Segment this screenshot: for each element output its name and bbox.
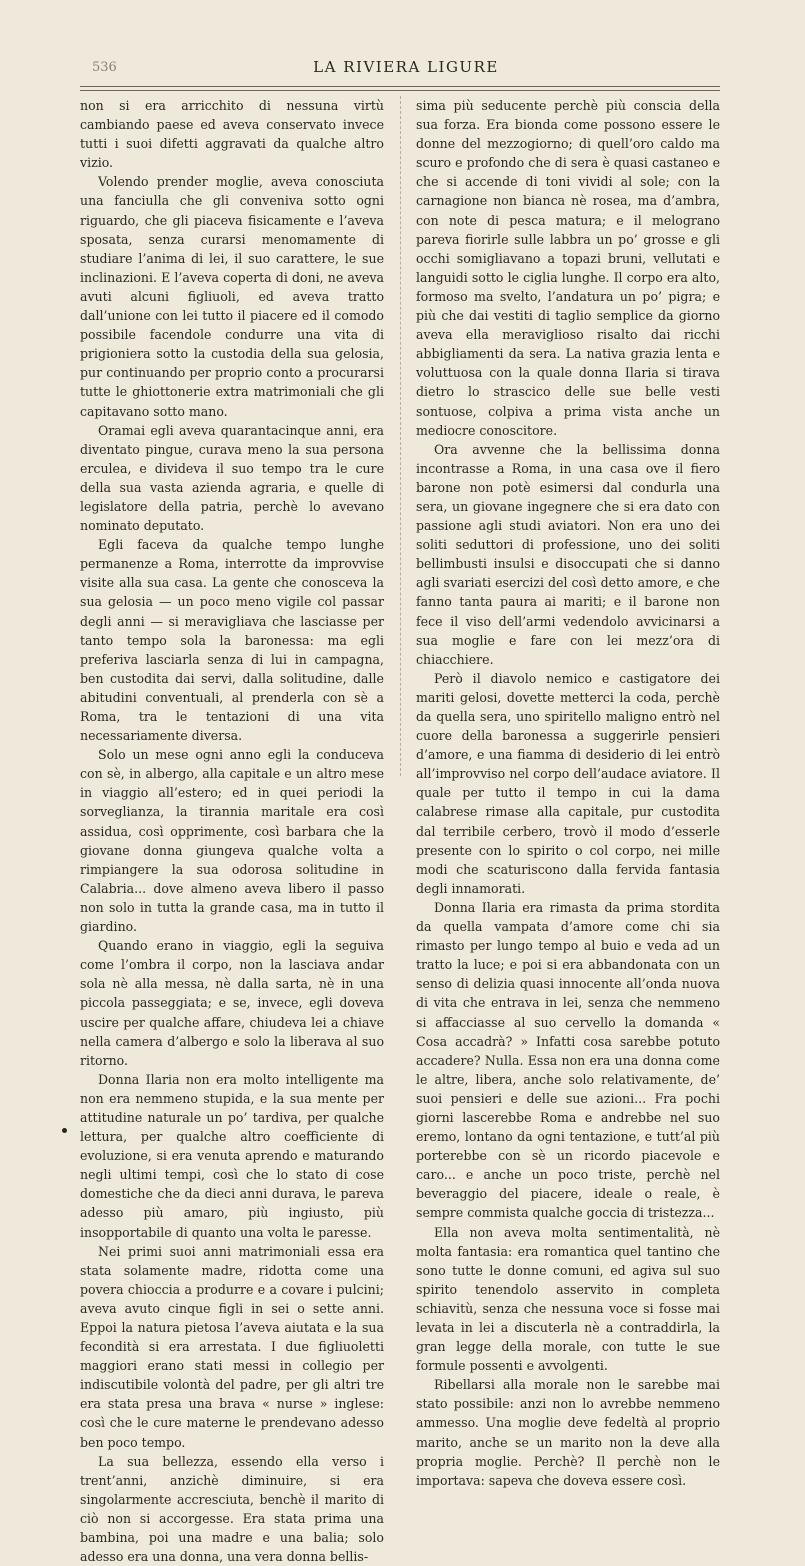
paragraph: Nei primi suoi anni matrimoniali essa era stata solamente madre, ridotta come una povera chioccia a produrre e a covare i pulcini; aveva avuto cinque figli in sei o sette anni. Eppoi la natura pietosa l’aveva aiutata e la sua fecondità si era arrestata. I due figliuoletti maggiori erano stati messi in collegio per indiscutibile volontà del padre, per gli altri tre era stata presa una brava « nurse » inglese: così che le cure materne le prendevano adesso ben poco tempo. bbox=[80, 1243, 384, 1450]
left-column bbox=[80, 96, 384, 1566]
paragraph: Donna Ilaria era rimasta da prima stordita da quella vampata d’amore come chi sia rimasto per lungo tempo al buio e veda ad un tratto la luce; e poi si era abbandonata con un senso di delizia quasi innocente all’onda nuova di vita che entrava in lei, senza che nemmeno si affacciasse al suo cervello la domanda « Cosa accadrà? » Infatti cosa sarebbe potuto accadere? Nulla. Essa non era una donna come le altre, libera, anche solo relativamente, de’ suoi pensieri e delle sue azioni... Fra pochi giorni lascerebbe Roma e andrebbe nel suo eremo, lontano da ogni tentazione, e tutt’al più porterebbe con sè un ricordo piacevole e caro... e anche un poco triste, perchè nel beveraggio del piacere, ideale o reale, è sempre commista qualche goccia di tristezza... bbox=[416, 899, 720, 1221]
paragraph: Volendo prender moglie, aveva conosciuta una fanciulla che gli conveniva sotto ogni riguardo, che gli piaceva fisicamente e l’aveva sposata, senza curarsi menomamente di studiare l’anima di lei, il suo carattere, le sue inclinazioni. E l’aveva coperta di doni, ne aveva avuti alcuni figliuoli, ed aveva tratto dall’unione con lei tutto il piacere ed il comodo possibile facendole condurre una vita di prigioniera sotto la custodia della sua gelosia, pur continuando per proprio conto a procurarsi tutte le ghiottonerie extra matrimoniali che gli capitavano sotto mano. bbox=[80, 174, 384, 419]
paragraph: Ribellarsi alla morale non le sarebbe mai stato possibile: anzi non lo avrebbe nemmeno ammesso. Una moglie deve fedeltà al proprio marito, anche se un marito non la deve alla propria moglie. Perchè? Il perchè non le importava: sapeva che doveva essere così. bbox=[416, 1377, 720, 1488]
paragraph: Oramai egli aveva quarantacinque anni, era diventato pingue, curava meno la sua persona erculea, e divideva il suo tempo tra le cure della sua vasta azienda agraria, e quelle di legislatore della patria, perchè lo avevano nominato deputato. bbox=[80, 422, 384, 534]
paragraph: Però il diavolo nemico e castigatore dei mariti gelosi, dovette metterci la coda, perchè da quella sera, uno spiritello maligno entrò nel cuore della baronessa a suggerirle pensieri d’amore, e una fiamma di desiderio di lei entrò all’improvviso nel corpo dell’audace aviatore. Il quale per tutto il tempo in cui la dama calabrese rimase alla capitale, pur custodita dal terribile cerbero, trovò il modo d’esserle presente con lo spirito o col corpo, nei mille modi che scaturiscono dalla fervida fantasia degli innamorati. bbox=[416, 670, 720, 896]
header-rule-secondary bbox=[80, 90, 720, 91]
paragraph: Ella non aveva molta sentimentalità, nè molta fantasia: era romantica quel tantino che sono tutte le donne comuni, ed agiva sul suo spirito tenendolo asservito in completa schiavitù, senza che nessuna voce si fosse mai levata in lei a discuterla nè a contraddirla, la gran legge della morale, con tutte le sue formule possenti e avvolgenti. bbox=[416, 1224, 720, 1374]
page-number: 536 bbox=[92, 60, 117, 75]
right-column bbox=[416, 96, 720, 1490]
paragraph: Donna Ilaria non era molto intelligente ma non era nemmeno stupida, e la sua mente per attitudine naturale un po’ tardiva, per qualche lettura, per qualche altro coefficiente di evoluzione, si era venuta aprendo e maturando negli ultimi tempi, così che lo stato di cose domestiche che da dieci anni durava, le pareva adesso più amaro, più ingiusto, più insopportabile di quanto una volta le paresse. bbox=[80, 1071, 384, 1240]
paragraph: Solo un mese ogni anno egli la conduceva con sè, in albergo, alla capitale e un altro mese in viaggio all’estero; ed in quei periodi la sorveglianza, la tirannia maritale era così assidua, così opprimente, così barbara che la giovane donna giungeva qualche volta a rimpiangere la sua odorosa solitudine in Calabria... dove almeno aveva libero il passo non solo in tutta la grande casa, ma in tutto il giardino. bbox=[80, 747, 384, 935]
paragraph: La sua bellezza, essendo ella verso i trent’anni, anzichè diminuire, si era singolarmente accresciuta, benchè il marito di ciò non si accorgesse. Era stata prima una bambina, poi una madre e una balia; solo adesso era una donna, una vera donna bellis- bbox=[80, 1453, 384, 1565]
paragraph: Egli faceva da qualche tempo lunghe permanenze a Roma, interrotte da improvvise visite alla sua casa. La gente che conosceva la sua gelosia — un poco meno vigile col passar degli anni — si meravigliava che lasciasse per tanto tempo sola la baronessa: ma egli preferiva lasciarla senza di lui in campagna, ben custodita dai servi, dalla solitudine, dalle abitudini conventuali, al prenderla con sè a Roma, tra le tentazioni di una vita necessariamente diversa. bbox=[80, 537, 384, 744]
paragraph: sima più seducente perchè più conscia della sua forza. Era bionda come possono essere le donne del mezzogiorno; di quell’oro caldo ma scuro e profondo che di sera è quasi castaneo e che si accende di toni vividi al sole; con la carnagione non bianca nè rosea, ma d’ambra, con note di pesca matura; e il melograno pareva fiorirle sulle labbra un po’ grosse e gli occhi somigliavano a topazi bruni, vellutati e languidi sotto le ciglia lunghe. Il corpo era alto, formoso ma svelto, l’andatura un po’ pigra; e più che dai vestiti di taglio semplice da giorno aveva ella meraviglioso risalto dai ricchi abbigliamenti da sera. La nativa grazia lenta e voluttuosa con la quale donna Ilaria si tirava dietro lo strascico delle sue belle vesti sontuose, colpiva a prima vista anche un mediocre conoscitore. bbox=[416, 98, 720, 438]
paragraph: Ora avvenne che la bellissima donna incontrasse a Roma, in una casa ove il fiero barone non potè esimersi dal condurla una sera, un giovane ingegnere che si era dato con passione agli studi aviatori. Non era uno dei soliti seduttori di professione, uno dei soliti bellimbusti insulsi e disoccupati che si danno agli svariati esercizi del così detto amore, e che fanno tanta paura ai mariti; e il barone non fece il viso dell’armi vedendolo avvicinarsi a sua moglie e fare con lei mezz’ora di chiacchiere. bbox=[416, 441, 720, 667]
paragraph: non si era arricchito di nessuna virtù cambiando paese ed aveva conservato invece tutti i suoi difetti aggravati da qualche altro vizio. bbox=[80, 98, 384, 171]
paragraph: Quando erano in viaggio, egli la seguiva come l’ombra il corpo, non la lasciava andar sola nè alla messa, nè dalla sarta, nè in una piccola passeggiata; e se, invece, egli doveva uscire per qualche affare, chiudeva lei a chiave nella camera d’albergo e solo la liberava al suo ritorno. bbox=[80, 938, 384, 1068]
column-divider bbox=[400, 96, 401, 776]
ink-dot bbox=[62, 1128, 67, 1133]
page-header bbox=[92, 58, 720, 80]
header-rule bbox=[80, 86, 720, 87]
running-title: LA RIVIERA LIGURE bbox=[313, 58, 499, 76]
